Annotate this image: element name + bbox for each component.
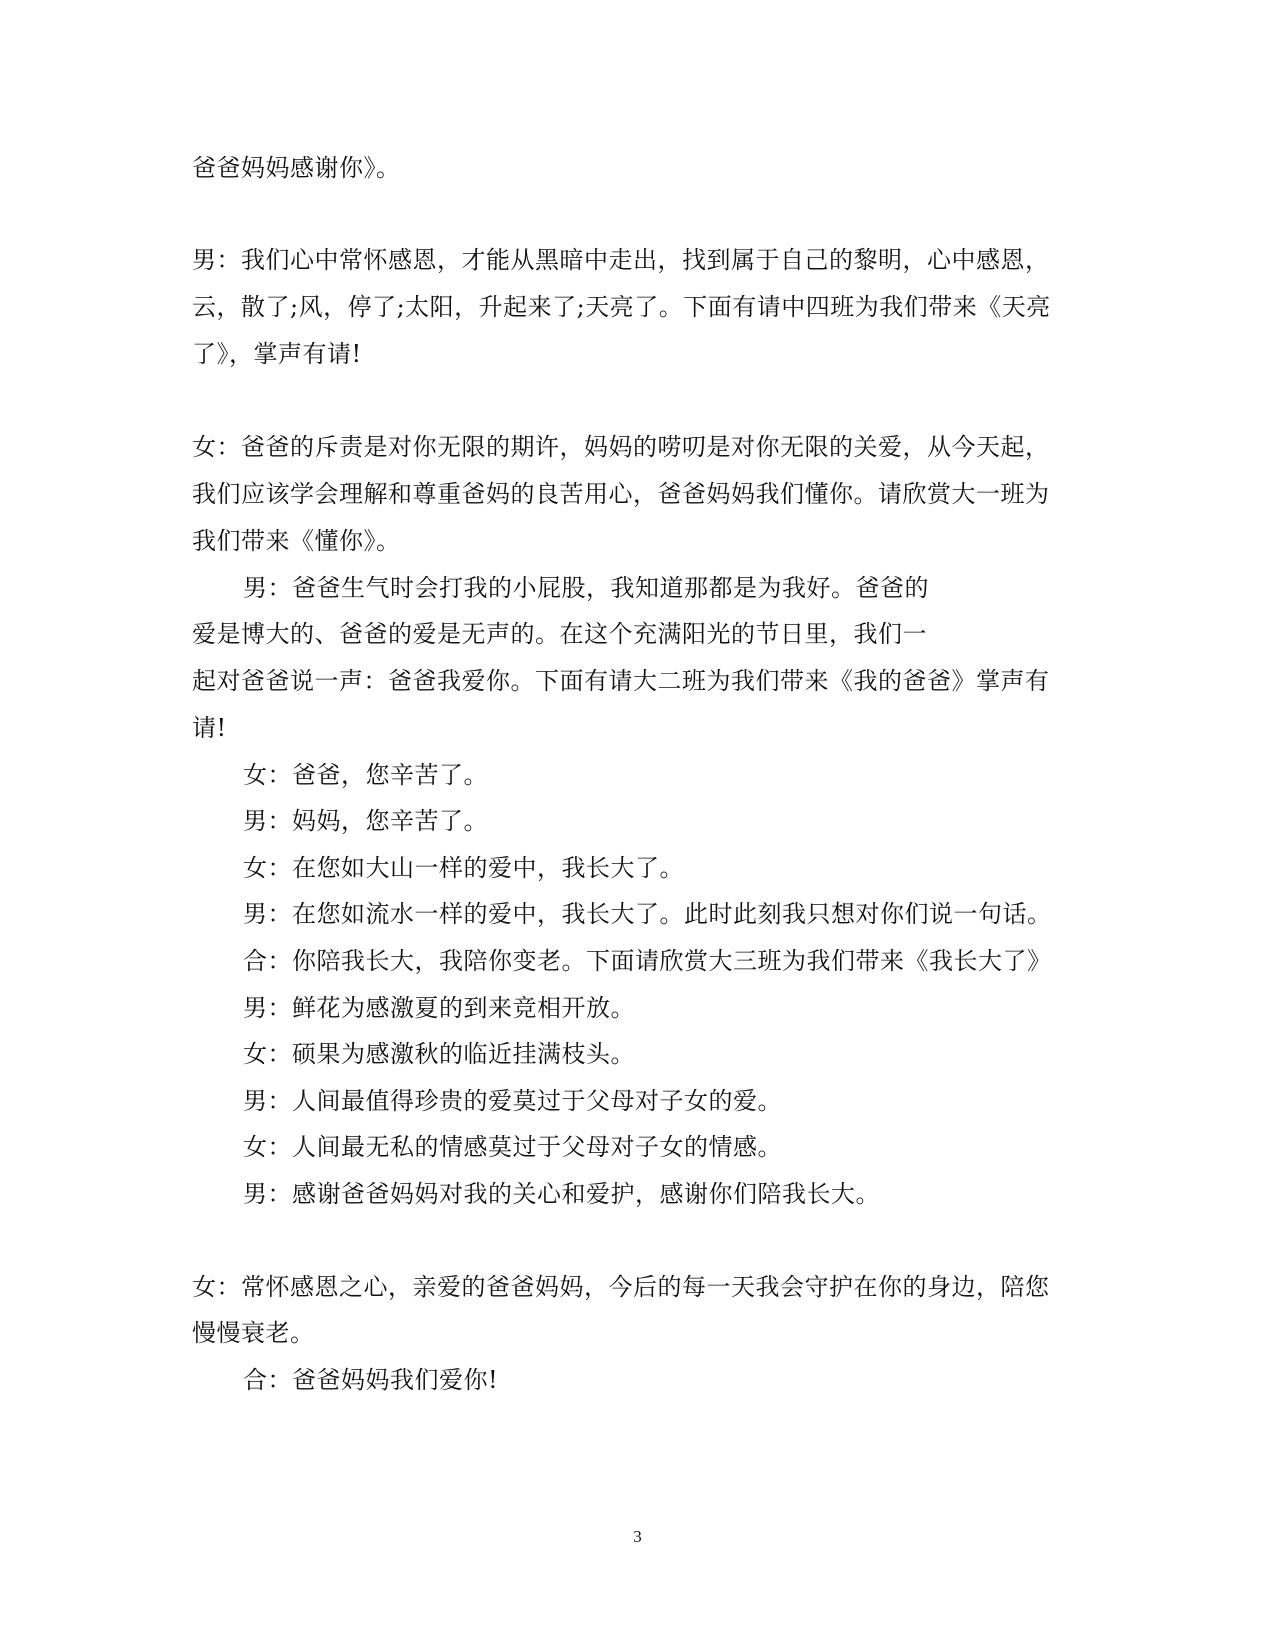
text-line: 慢慢衰老。 [192,1319,315,1347]
text-line: 女：爸爸，您辛苦了。 [243,761,488,789]
text-line: 我们应该学会理解和尊重爸妈的良苦用心，爸爸妈妈我们懂你。请欣赏大一班为 [192,480,1050,508]
text-line: 男：人间最值得珍贵的爱莫过于父母对子女的爱。 [243,1087,782,1115]
text-line: 男：我们心中常怀感恩，才能从黑暗中走出，找到属于自己的黎明，心中感恩， [192,246,1050,274]
text-line: 我们带来《懂你》。 [192,527,401,555]
text-line: 男：妈妈，您辛苦了。 [243,807,488,835]
text-line: 起对爸爸说一声：爸爸我爱你。下面有请大二班为我们带来《我的爸爸》掌声有 [192,667,1050,695]
text-line: 男：感谢爸爸妈妈对我的关心和爱护，感谢你们陪我长大。 [243,1180,880,1208]
text-line: 请! [192,714,227,742]
text-line: 女：在您如大山一样的爱中，我长大了。 [243,854,684,882]
text-line: 爱是博大的、爸爸的爱是无声的。在这个充满阳光的节日里，我们一 [192,620,927,648]
text-line: 爸爸妈妈感谢你》。 [192,154,401,182]
text-line: 女：爸爸的斥责是对你无限的期许，妈妈的唠叨是对你无限的关爱，从今天起， [192,433,1050,461]
text-line: 女：人间最无私的情感莫过于父母对子女的情感。 [243,1133,782,1161]
text-line: 男：爸爸生气时会打我的小屁股，我知道那都是为我好。爸爸的 [243,574,929,602]
text-line: 女：常怀感恩之心，亲爱的爸爸妈妈，今后的每一天我会守护在你的身边，陪您 [192,1273,1050,1301]
text-line: 云，散了;风，停了;太阳，升起来了;天亮了。下面有请中四班为我们带来《天亮 [192,293,1051,321]
text-line: 男：鲜花为感激夏的到来竞相开放。 [243,994,635,1022]
text-line: 合：爸爸妈妈我们爱你! [243,1366,499,1394]
text-line: 女：硕果为感激秋的临近挂满枝头。 [243,1040,635,1068]
text-line: 了》，掌声有请! [192,340,362,368]
text-line: 男：在您如流水一样的爱中，我长大了。此时此刻我只想对你们说一句话。 [243,900,1052,928]
text-line: 合：你陪我长大，我陪你变老。下面请欣赏大三班为我们带来《我长大了》 [243,947,1052,975]
page-number: 3 [633,1527,642,1546]
